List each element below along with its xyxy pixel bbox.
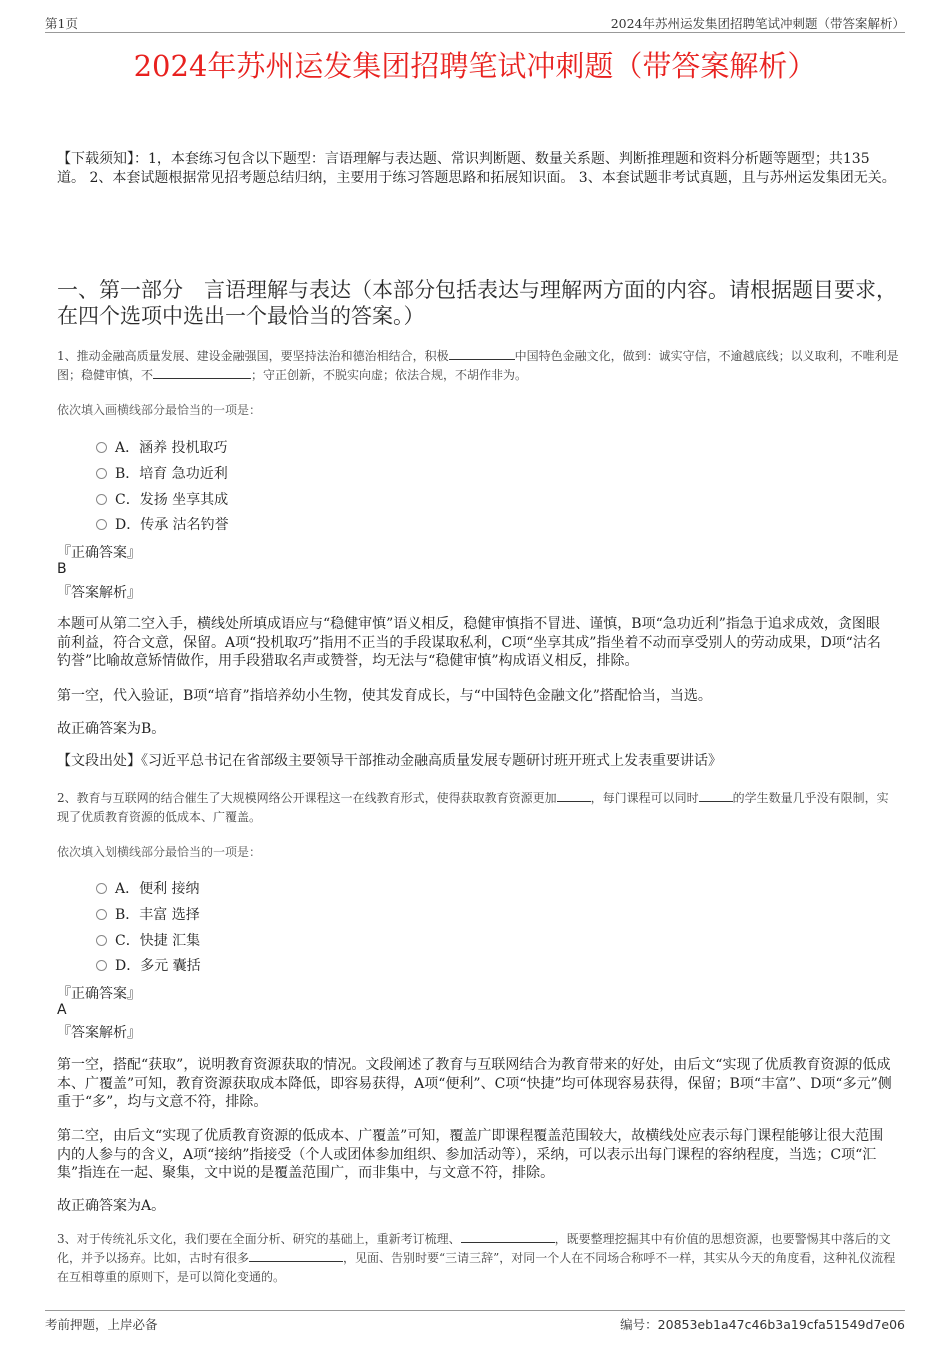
q2-option-b[interactable]: B．丰富 选择 (96, 904, 200, 924)
question-1-prompt: 依次填入画横线部分最恰当的一项是： (57, 403, 262, 417)
q2-analysis-para: 第二空，由后文“实现了优质教育资源的低成本、广覆盖”可知，覆盖广即课程覆盖范围较大，故横线处应表示每门课程能够让很大范围内的人参与的含义，A项“接纳”指接受（个人或团体参加组织、参加活动等），采纳，可以表示出每门课程的容纳程度，当选；C项“汇集”指连在一起、聚集，文中说的是覆盖范围广，而非集中，与文意不符，排除。 (57, 1128, 884, 1181)
q2-answer: A (57, 1002, 67, 1018)
radio-icon[interactable] (96, 883, 107, 894)
page-number: 第1页 (45, 16, 78, 31)
footer-slogan: 考前押题，上岸必备 (45, 1317, 158, 1332)
q1-analysis-para: 故正确答案为B。 (57, 721, 166, 737)
q2-option-d[interactable]: D．多元 囊括 (96, 955, 201, 975)
q1-analysis-tag: 『答案解析』 (57, 585, 141, 601)
q1-option-c[interactable]: C．发扬 坐享其成 (96, 489, 228, 509)
q1-answer-tag: 『正确答案』 (57, 545, 141, 561)
q1-source: 【文段出处】《习近平总书记在省部级主要领导干部推动金融高质量发展专题研讨班开班式上发表重要讲话》 (57, 753, 722, 769)
radio-icon[interactable] (96, 909, 107, 920)
page-header (45, 14, 905, 33)
page-title: 2024年苏州运发集团招聘笔试冲刺题（带答案解析） (133, 49, 817, 83)
header-doc-title: 2024年苏州运发集团招聘笔试冲刺题（带答案解析） (610, 16, 905, 31)
q1-analysis-para: 本题可从第二空入手，横线处所填成语应与“稳健审慎”语义相反，稳健审慎指不冒进、谨慎，B项“急功近利”指急于追求成效，贪图眼前利益，符合文意，保留。A项“投机取巧”指用不正当的手段谋取私利，C项“坐享其成”指坐着不动而享受别人的劳动成果，D项“沽名钓誉”比喻故意矫情做作，用手段猎取名声或赞誉，均无法与“稳健审慎”构成语义相反，排除。 (57, 616, 881, 669)
blank-line (153, 366, 251, 379)
q2-analysis-tag: 『答案解析』 (57, 1025, 141, 1041)
question-2-stem: 2、教育与互联网的结合催生了大规模网络公开课程这一在线教育形式，使得获取教育资源更加 ，每门课程可以同时 的学生数量几乎没有限制，实现了优质教育资源的低成本、广覆盖。 (57, 791, 889, 824)
q2-option-c[interactable]: C．快捷 汇集 (96, 930, 200, 950)
radio-icon[interactable] (96, 935, 107, 946)
section-title: 一、第一部分 言语理解与表达（本部分包括表达与理解两方面的内容。请根据题目要求，在四个选项中选出一个最恰当的答案。） (57, 278, 897, 328)
question-3-stem: 3、对于传统礼乐文化，我们要在全面分析、研究的基础上，重新考订梳理、 ，既要整理挖掘其中有价值的思想资源，也要警惕其中落后的文化，并予以扬弃。比如，古时有很多 ，见面、告别时要“三请三辞”，对同一个人在不同场合称呼不一样，其实从今天的角度看，这种礼仪流程在互相尊重的原则下，是可以简化变通的。 (57, 1232, 896, 1284)
blank-line (699, 789, 733, 802)
q2-analysis-para: 故正确答案为A。 (57, 1198, 166, 1214)
question-2-prompt: 依次填入划横线部分最恰当的一项是： (57, 845, 262, 859)
radio-icon[interactable] (96, 960, 107, 971)
q1-answer: B (57, 561, 67, 577)
q2-answer-tag: 『正确答案』 (57, 986, 141, 1002)
radio-icon[interactable] (96, 494, 107, 505)
footer-code: 编号：20853eb1a47c46b3a19cfa51549d7e06 (620, 1317, 905, 1332)
q1-analysis-para: 第一空，代入验证，B项“培育”指培养幼小生物，使其发育成长，与“中国特色金融文化”搭配恰当，当选。 (57, 688, 712, 704)
page-footer (45, 1310, 905, 1334)
q1-option-a[interactable]: A．涵养 投机取巧 (96, 437, 228, 457)
download-notice: 【下载须知】：1，本套练习包含以下题型：言语理解与表达题、常识判断题、数量关系题、判断推理题和资料分析题等题型；共135道。 2、本套试题根据常见招考题总结归纳，主要用于练习答题思路和拓展知识面。 3、本套试题非考试真题，且与苏州运发集团无关。 (57, 151, 896, 186)
blank-line (461, 1230, 555, 1243)
radio-icon[interactable] (96, 519, 107, 530)
q2-analysis-para: 第一空，搭配“获取”，说明教育资源获取的情况。文段阐述了教育与互联网结合为教育带来的好处，由后文“实现了优质教育资源的低成本、广覆盖”可知，教育资源获取成本降低，即容易获得，A项“便利”、C项“快捷”均可体现容易获得，保留；B项“丰富”、D项“多元”侧重于“多”，均与文意不符，排除。 (57, 1057, 892, 1110)
question-1-stem: 1、推动金融高质量发展、建设金融强国，要坚持法治和德治相结合，积极 中国特色金融文化，做到：诚实守信，不逾越底线；以义取利，不唯利是图；稳健审慎，不 ；守正创新，不脱实向虚；依法合规，不胡作非为。 (57, 349, 899, 382)
radio-icon[interactable] (96, 468, 107, 479)
blank-line (557, 789, 591, 802)
blank-line (249, 1249, 343, 1262)
radio-icon[interactable] (96, 442, 107, 453)
blank-line (449, 347, 515, 360)
q1-option-d[interactable]: D．传承 沽名钓誉 (96, 514, 229, 534)
q1-option-b[interactable]: B．培育 急功近利 (96, 463, 228, 483)
q2-option-a[interactable]: A．便利 接纳 (96, 878, 200, 898)
